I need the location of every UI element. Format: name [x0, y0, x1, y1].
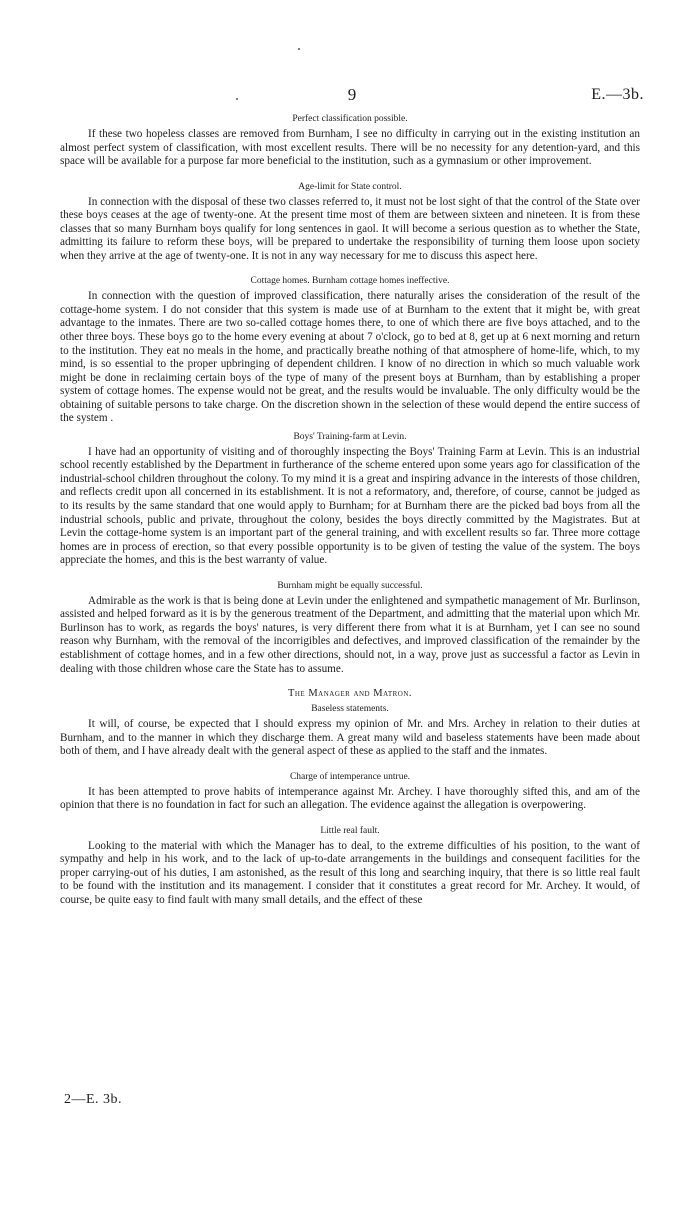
page-number: 9: [347, 85, 357, 104]
paragraph: In connection with the disposal of these two classes referred to, it must not be lost sight of that the control of the State over these boys ceases at the age of twenty-one. At the present time most of them are between sixteen and nineteen. It is from these classes that so many Burnham boys qualify for long sentences in gaol. It will become a serious question as to whether the State, admitting its failure to reform these boys, will be prepared to undertake the responsibility of turning them loose upon society when they arrive at the age of twenty-one. It is not in any way necessary for me to discuss this aspect here.: [60, 195, 640, 262]
section-heading: Charge of intemperance untrue.: [289, 771, 411, 782]
section-heading: Little real fault.: [320, 825, 380, 836]
section-heading: Baseless statements.: [311, 704, 389, 715]
section-heading: Boys' Training-farm at Levin.: [293, 431, 407, 442]
document-body: [60, 112, 640, 908]
major-heading: The Manager and Matron.: [287, 688, 413, 700]
paragraph: It has been attempted to prove habits of intemperance against Mr. Archey. I have thoroughly sifted this, and am of the opinion that there is no foundation in fact for such an allegation. The evidence against the allegation is overpowering.: [60, 785, 640, 812]
paragraph: Looking to the material with which the Manager has to deal, to the extreme difficulties of his position, to the want of sympathy and help in his work, and to the lack of up-to-date arrangements in the buildings and consequent facilities for the proper carrying-out of his duties, I am astonished, as the result of this long and searching inquiry, that there is so little real fault to be found with the institution and its management. I consider that it constitutes a great record for Mr. Archey. It would, of course, be quite easy to find fault with many small details, and the effect of these: [60, 839, 640, 906]
page-header: [60, 84, 644, 108]
paragraph: If these two hopeless classes are removed from Burnham, I see no difficulty in carrying out in the existing institution an almost perfect system of classification, with most excellent results. There will be no necessity for any detention-yard, and this space will be available for a purpose far more beneficial to the institution, such as a gymnasium or other improvement.: [60, 128, 640, 168]
section-heading: Age-limit for State control.: [298, 181, 402, 192]
speck-mark: [298, 48, 300, 50]
paragraph: I have had an opportunity of visiting and of thoroughly inspecting the Boys' Training Farm at Levin. This is an industrial school recently established by the Department in furtherance of the scheme entered upon some years ago for classification of the industrial-school children throughout the colony. To my mind it is a great and inspiring advance in the interests of those children, and reflects credit upon all concerned in its establishment. It is not a reformatory, and, therefore, of course, cannot be judged as to its results by the same standard that one would apply to Burnham; for at Burnham there are the picked bad boys from all the industrial schools, public and private, throughout the colony, besides the boys directly committed by the Magistrates. But at Levin the cottage-home system is an important part of the general training, and with excellent results so far. Three more cottage homes are in process of erection, so that every possible opportunity is to be given of testing the value of the system. The boys appreciate the homes, and this is the best warranty of value.: [60, 445, 640, 567]
document-reference: E.—3b.: [591, 86, 644, 103]
section-heading: Burnham might be equally successful.: [277, 580, 423, 591]
paragraph: In connection with the question of improved classification, there naturally arises the consideration of the result of the cottage-home system. I do not consider that this system is made use of at Burnham to the extent that it might be, with great advantage to the inmates. There are two so-called cottage homes there, to one of which there are five boys attached, and to the other three boys. These boys go to the home every evening at about 7 o'clock, go to bed at 8, get up at 6 next morning and return to the institution. They eat no meals in the home, and practically breathe nothing of that atmosphere of home-life, which, to my mind, is so essential to the proper upbringing of dependent children. I know of no direction in which so much valuable work might be done in reclaiming certain boys of the type of many of the present boys at Burnham, than by establishing a proper system of cottage homes. The expense would not be great, and the results would be invaluable. The only difficulty would be the obtaining of suitable persons to take charge. On the discretion shown in the selection of these would depend the entire success of the system .: [60, 290, 640, 425]
paragraph: Admirable as the work is that is being done at Levin under the enlightened and sympathetic management of Mr. Burlinson, assisted and helped forward as it is by the generous treatment of the Department, and admitting that the material upon which Mr. Burlinson has to work, as regards the boys' natures, is very different there from what it is at Burnham, yet I can see no sound reason why Burnham, with the removal of the incorrigibles and defectives, and improved classification of the remainder by the establishment of cottage homes, and in a few other directions, should not, in a way, prove just as successful a factor as Levin in dealing with those children whose care the State has to assume.: [60, 594, 640, 675]
section-heading: Cottage homes. Burnham cottage homes ineffective.: [250, 276, 450, 287]
section-heading: Perfect classification possible.: [292, 114, 408, 124]
footer-signature: 2—E. 3b.: [64, 1092, 123, 1107]
paragraph: It will, of course, be expected that I should express my opinion of Mr. and Mrs. Archey in relation to their duties at Burnham, and to the manner in which they discharge them. A great many wild and baseless statements have been made about both of them, and I have already dealt with the general aspect of these as applied to the staff and the inmates.: [60, 718, 640, 758]
